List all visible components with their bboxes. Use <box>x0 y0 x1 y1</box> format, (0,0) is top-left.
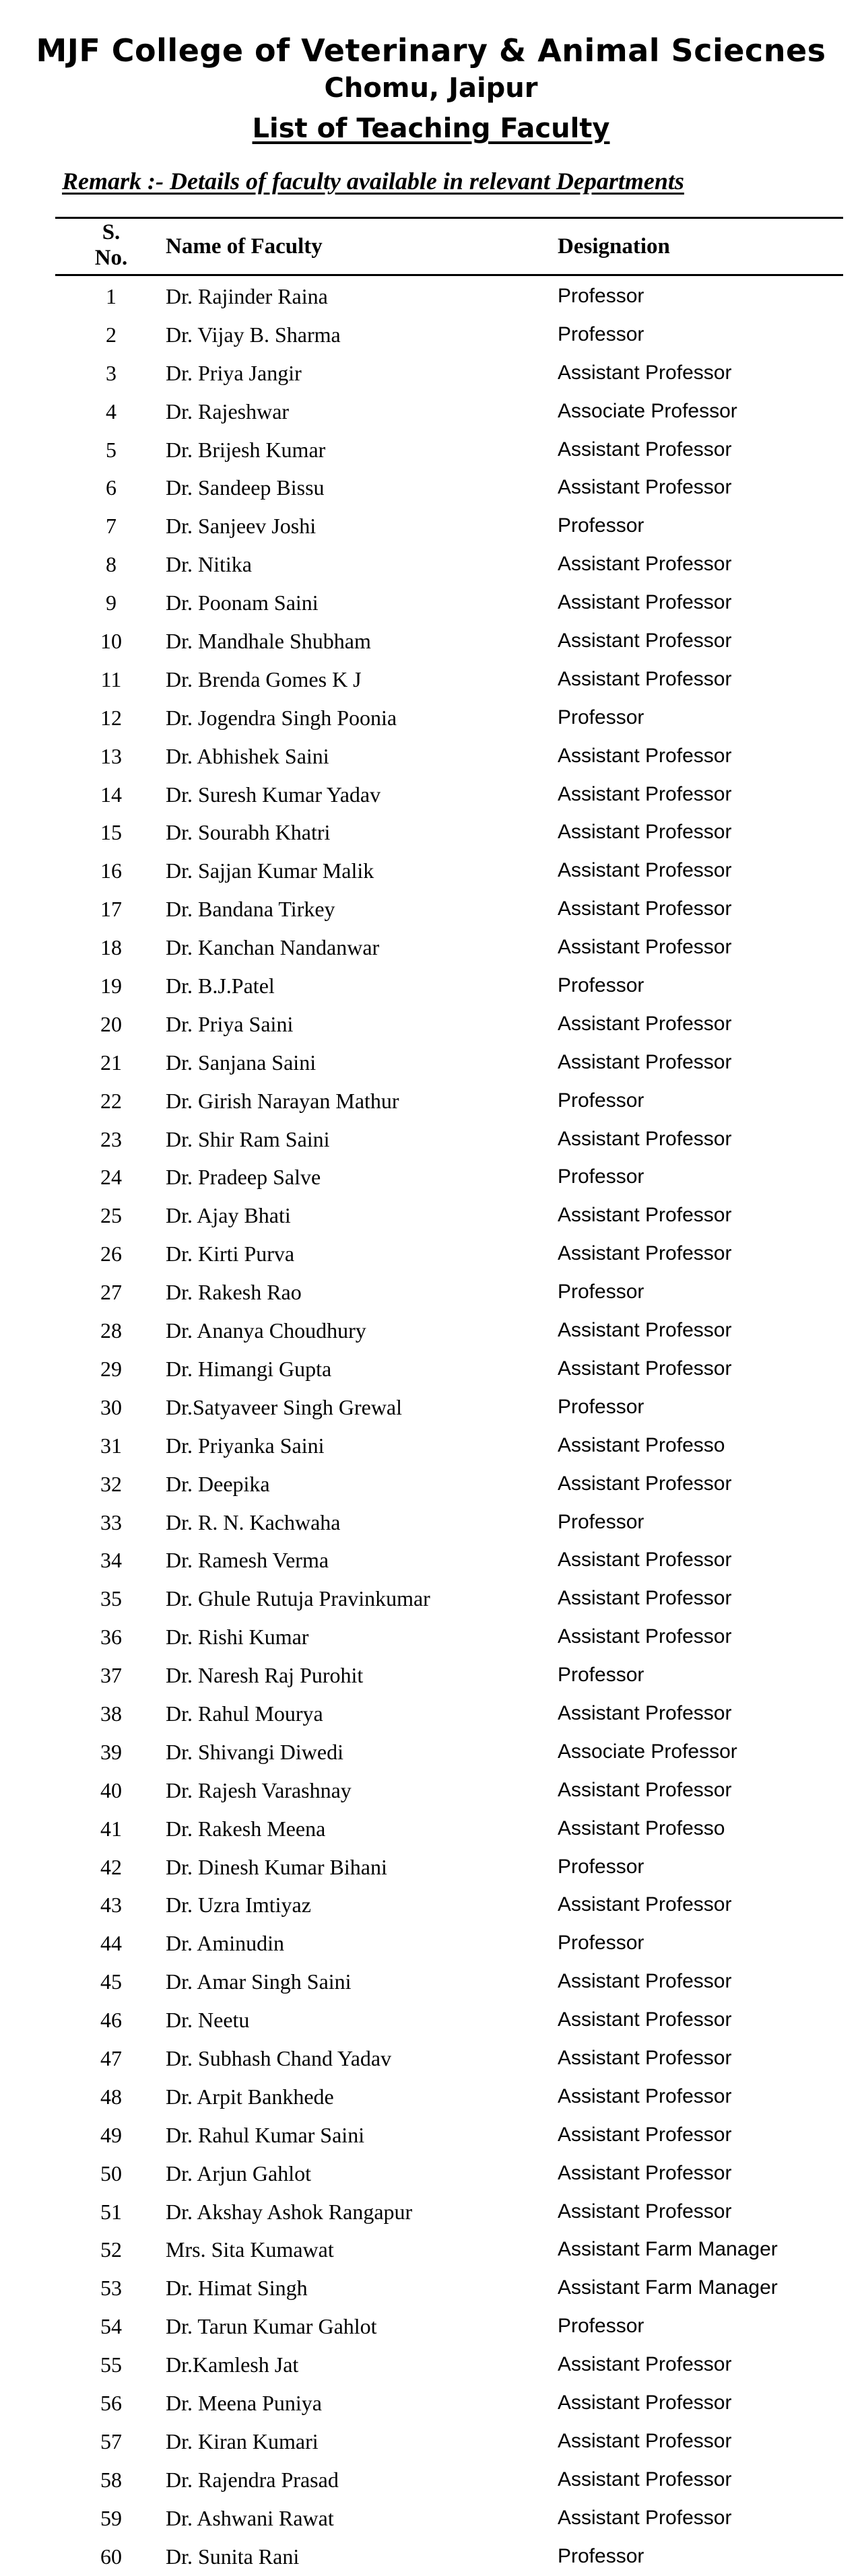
faculty-designation: Professor <box>558 285 644 307</box>
faculty-designation: Assistant Professor <box>558 2353 732 2376</box>
faculty-name: Dr. Mandhale Shubham <box>166 629 371 654</box>
row-serial-number: 49 <box>100 2122 122 2147</box>
table-row <box>0 2116 862 2155</box>
table-row <box>0 2499 862 2538</box>
table-row <box>0 813 862 852</box>
table-row <box>0 2307 862 2346</box>
faculty-name: Dr. Kirti Purva <box>166 1242 295 1266</box>
faculty-name: Dr. Jogendra Singh Poonia <box>166 705 397 730</box>
faculty-name: Dr. Ajay Bhati <box>166 1203 291 1228</box>
faculty-name: Dr. Akshay Ashok Rangapur <box>166 2199 413 2224</box>
row-serial-number: 45 <box>100 1969 122 1994</box>
faculty-name: Dr.Kamlesh Jat <box>166 2352 299 2377</box>
faculty-designation: Assistant Professor <box>558 2008 732 2031</box>
faculty-designation: Assistant Professor <box>558 591 732 614</box>
row-serial-number: 36 <box>100 1625 122 1650</box>
row-serial-number: 53 <box>100 2276 122 2301</box>
faculty-name: Mrs. Sita Kumawat <box>166 2237 334 2262</box>
faculty-designation: Assistant Professor <box>558 1701 732 1724</box>
row-serial-number: 25 <box>100 1203 122 1228</box>
faculty-name: Dr. Poonam Saini <box>166 590 319 615</box>
faculty-name: Dr. Neetu <box>166 2008 250 2033</box>
table-row <box>0 277 862 316</box>
faculty-designation: Assistant Professor <box>558 1050 732 1073</box>
faculty-designation: Professor <box>558 323 644 345</box>
row-serial-number: 7 <box>106 514 117 539</box>
faculty-designation: Associate Professor <box>558 399 737 422</box>
faculty-designation: Assistant Professor <box>558 1625 732 1648</box>
row-serial-number: 5 <box>106 437 117 462</box>
table-row <box>0 1733 862 1771</box>
table-row <box>0 2346 862 2384</box>
table-row <box>0 2193 862 2231</box>
column-header-sno-line1: S. <box>102 220 121 244</box>
faculty-name: Dr. Pradeep Salve <box>166 1165 321 1190</box>
row-serial-number: 18 <box>100 935 122 960</box>
row-serial-number: 34 <box>100 1548 122 1573</box>
table-row <box>0 1235 862 1273</box>
faculty-name: Dr. Rajendra Prasad <box>166 2467 339 2492</box>
faculty-name: Dr. Rakesh Rao <box>166 1280 302 1305</box>
table-row <box>0 507 862 545</box>
table-row <box>0 1848 862 1887</box>
faculty-name: Dr. Aminudin <box>166 1931 285 1956</box>
faculty-designation: Assistant Professo <box>558 1433 725 1456</box>
faculty-name: Dr. Arpit Bankhede <box>166 2084 334 2109</box>
row-serial-number: 37 <box>100 1663 122 1688</box>
row-serial-number: 57 <box>100 2429 122 2453</box>
faculty-name: Dr. Sanjana Saini <box>166 1050 317 1075</box>
faculty-table-body <box>0 277 862 2575</box>
row-serial-number: 6 <box>106 475 117 500</box>
row-serial-number: 58 <box>100 2467 122 2492</box>
faculty-name: Dr. Bandana Tirkey <box>166 897 335 922</box>
row-serial-number: 19 <box>100 974 122 998</box>
row-serial-number: 23 <box>100 1126 122 1151</box>
row-serial-number: 33 <box>100 1510 122 1534</box>
faculty-name: Dr. Brenda Gomes K J <box>166 667 362 691</box>
row-serial-number: 27 <box>100 1280 122 1305</box>
remark-note: Remark :- Details of faculty available in relevant Departments <box>62 168 684 195</box>
faculty-designation: Assistant Professor <box>558 1242 732 1265</box>
faculty-designation: Assistant Professor <box>558 1549 732 1571</box>
table-row <box>0 2078 862 2116</box>
faculty-name: Dr. Tarun Kumar Gahlot <box>166 2314 377 2339</box>
table-row <box>0 1427 862 1465</box>
table-row <box>0 1503 862 1542</box>
row-serial-number: 52 <box>100 2237 122 2262</box>
faculty-designation: Assistant Professor <box>558 2506 732 2529</box>
faculty-designation: Assistant Professor <box>558 744 732 767</box>
table-row <box>0 1120 862 1159</box>
row-serial-number: 42 <box>100 1854 122 1879</box>
faculty-designation: Professor <box>558 2544 644 2567</box>
faculty-designation: Professor <box>558 514 644 537</box>
table-row <box>0 1695 862 1733</box>
faculty-designation: Professor <box>558 1855 644 1878</box>
faculty-designation: Assistant Professor <box>558 2046 732 2069</box>
college-location: Chomu, Jaipur <box>324 73 538 104</box>
table-row <box>0 1771 862 1810</box>
faculty-name: Dr. Nitika <box>166 552 252 577</box>
table-row <box>0 1886 862 1924</box>
table-row <box>0 584 862 622</box>
faculty-name: Dr. Himangi Gupta <box>166 1356 332 1381</box>
faculty-name: Dr. Suresh Kumar Yadav <box>166 782 381 807</box>
faculty-designation: Assistant Professor <box>558 936 732 959</box>
table-row <box>0 1541 862 1580</box>
table-row <box>0 1618 862 1656</box>
table-row <box>0 2384 862 2422</box>
faculty-designation: Assistant Professor <box>558 1319 732 1342</box>
faculty-designation: Assistant Professor <box>558 2391 732 2414</box>
faculty-name: Dr. Priya Jangir <box>166 360 302 385</box>
row-serial-number: 22 <box>100 1088 122 1113</box>
faculty-designation: Assistant Professor <box>558 859 732 882</box>
column-header-sno <box>81 219 141 271</box>
row-serial-number: 47 <box>100 2045 122 2070</box>
table-row <box>0 852 862 890</box>
row-serial-number: 4 <box>106 399 117 423</box>
row-serial-number: 48 <box>100 2084 122 2109</box>
faculty-name: Dr.Satyaveer Singh Grewal <box>166 1394 403 1419</box>
faculty-name: Dr. Ananya Choudhury <box>166 1318 366 1343</box>
row-serial-number: 54 <box>100 2314 122 2339</box>
faculty-name: Dr. Subhash Chand Yadav <box>166 2045 392 2070</box>
table-row <box>0 1158 862 1196</box>
faculty-name: Dr. Himat Singh <box>166 2276 308 2301</box>
table-row <box>0 1810 862 1848</box>
row-serial-number: 50 <box>100 2161 122 2185</box>
row-serial-number: 56 <box>100 2390 122 2415</box>
faculty-name: Dr. Naresh Raj Purohit <box>166 1663 364 1688</box>
table-row <box>0 316 862 354</box>
row-serial-number: 9 <box>106 590 117 615</box>
row-serial-number: 55 <box>100 2352 122 2377</box>
faculty-name: Dr. R. N. Kachwaha <box>166 1510 341 1534</box>
faculty-name: Dr. Dinesh Kumar Bihani <box>166 1854 387 1879</box>
faculty-designation: Professor <box>558 1510 644 1533</box>
table-row <box>0 393 862 431</box>
column-header-sno-line2: No. <box>94 246 128 270</box>
row-serial-number: 2 <box>106 322 117 347</box>
faculty-designation: Assistant Professor <box>558 1204 732 1227</box>
faculty-name: Dr. Uzra Imtiyaz <box>166 1893 311 1918</box>
faculty-designation: Professor <box>558 1281 644 1303</box>
table-row <box>0 469 862 507</box>
table-row <box>0 776 862 814</box>
table-row <box>0 2155 862 2193</box>
faculty-name: Dr. Deepika <box>166 1471 270 1496</box>
table-row <box>0 2269 862 2307</box>
faculty-designation: Assistant Professor <box>558 2123 732 2146</box>
row-serial-number: 13 <box>100 743 122 768</box>
row-serial-number: 11 <box>100 667 122 691</box>
faculty-name: Dr. Sunita Rani <box>166 2544 300 2569</box>
row-serial-number: 43 <box>100 1893 122 1918</box>
faculty-designation: Assistant Professor <box>558 2200 732 2223</box>
table-row <box>0 354 862 393</box>
row-serial-number: 40 <box>100 1777 122 1802</box>
faculty-name: Dr. Rahul Mourya <box>166 1701 323 1726</box>
faculty-designation: Professor <box>558 1165 644 1188</box>
row-serial-number: 60 <box>100 2544 122 2569</box>
faculty-name: Dr. Ashwani Rawat <box>166 2505 334 2530</box>
faculty-designation: Professor <box>558 1932 644 1955</box>
faculty-designation: Associate Professor <box>558 1740 737 1763</box>
faculty-designation: Assistant Professor <box>558 782 732 805</box>
row-serial-number: 30 <box>100 1394 122 1419</box>
row-serial-number: 26 <box>100 1242 122 1266</box>
faculty-designation: Assistant Professor <box>558 1893 732 1916</box>
row-serial-number: 31 <box>100 1433 122 1458</box>
row-serial-number: 3 <box>106 360 117 385</box>
faculty-name: Dr. B.J.Patel <box>166 974 275 998</box>
faculty-name: Dr. Kanchan Nandanwar <box>166 935 380 960</box>
row-serial-number: 38 <box>100 1701 122 1726</box>
table-row <box>0 1082 862 1120</box>
table-row <box>0 699 862 737</box>
faculty-name: Dr. Rajesh Varashnay <box>166 1777 352 1802</box>
table-row <box>0 1044 862 1082</box>
faculty-designation: Assistant Professor <box>558 1012 732 1035</box>
faculty-name: Dr. Sandeep Bissu <box>166 475 325 500</box>
row-serial-number: 21 <box>100 1050 122 1075</box>
row-serial-number: 17 <box>100 897 122 922</box>
faculty-name: Dr. Shivangi Diwedi <box>166 1739 343 1764</box>
row-serial-number: 10 <box>100 629 122 654</box>
faculty-name: Dr. Shir Ram Saini <box>166 1126 330 1151</box>
row-serial-number: 46 <box>100 2008 122 2033</box>
table-row <box>0 2231 862 2269</box>
faculty-designation: Assistant Professor <box>558 630 732 652</box>
faculty-designation: Assistant Farm Manager <box>558 2276 778 2299</box>
row-serial-number: 41 <box>100 1816 122 1841</box>
table-row <box>0 928 862 967</box>
row-serial-number: 29 <box>100 1356 122 1381</box>
table-row <box>0 1388 862 1427</box>
table-row <box>0 1963 862 2001</box>
faculty-name: Dr. Sourabh Khatri <box>166 820 331 845</box>
faculty-name: Dr. Arjun Gahlot <box>166 2161 311 2185</box>
row-serial-number: 20 <box>100 1011 122 1036</box>
faculty-designation: Professor <box>558 974 644 997</box>
faculty-designation: Assistant Professor <box>558 1970 732 1993</box>
faculty-name: Dr. Kiran Kumari <box>166 2429 319 2453</box>
table-row <box>0 660 862 699</box>
row-serial-number: 16 <box>100 858 122 883</box>
column-header-designation: Designation <box>558 234 670 259</box>
table-row <box>0 1312 862 1350</box>
faculty-name: Dr. Girish Narayan Mathur <box>166 1088 399 1113</box>
faculty-designation: Assistant Professor <box>558 2429 732 2452</box>
table-row <box>0 2422 862 2461</box>
faculty-designation: Assistant Professor <box>558 553 732 576</box>
faculty-name: Dr. Priya Saini <box>166 1011 294 1036</box>
faculty-designation: Professor <box>558 1664 644 1687</box>
faculty-name: Dr. Rahul Kumar Saini <box>166 2122 365 2147</box>
faculty-name: Dr. Rajeshwar <box>166 399 290 423</box>
table-top-rule <box>55 217 843 219</box>
table-header-rule <box>55 274 843 276</box>
row-serial-number: 14 <box>100 782 122 807</box>
row-serial-number: 28 <box>100 1318 122 1343</box>
faculty-designation: Assistant Professor <box>558 1127 732 1150</box>
row-serial-number: 51 <box>100 2199 122 2224</box>
faculty-name: Dr. Ramesh Verma <box>166 1548 329 1573</box>
table-row <box>0 545 862 584</box>
row-serial-number: 44 <box>100 1931 122 1956</box>
table-row <box>0 1465 862 1503</box>
list-title: List of Teaching Faculty <box>252 113 610 144</box>
table-row <box>0 890 862 928</box>
table-row <box>0 1924 862 1963</box>
college-name: MJF College of Veterinary & Animal Sciecnes <box>36 32 826 69</box>
faculty-designation: Professor <box>558 1395 644 1418</box>
faculty-name: Dr. Sajjan Kumar Malik <box>166 858 374 883</box>
faculty-designation: Assistant Professor <box>558 2161 732 2184</box>
faculty-designation: Assistant Professor <box>558 2468 732 2490</box>
faculty-name: Dr. Abhishek Saini <box>166 743 329 768</box>
faculty-designation: Assistant Professor <box>558 476 732 499</box>
faculty-name: Dr. Brijesh Kumar <box>166 437 326 462</box>
table-row <box>0 1580 862 1618</box>
faculty-designation: Assistant Farm Manager <box>558 2238 778 2261</box>
row-serial-number: 59 <box>100 2505 122 2530</box>
faculty-designation: Assistant Professor <box>558 821 732 844</box>
faculty-designation: Assistant Professor <box>558 361 732 384</box>
row-serial-number: 35 <box>100 1586 122 1611</box>
faculty-name: Dr. Rajinder Raina <box>166 284 328 308</box>
faculty-name: Dr. Priyanka Saini <box>166 1433 325 1458</box>
faculty-designation: Assistant Professor <box>558 667 732 690</box>
faculty-designation: Assistant Professor <box>558 1357 732 1380</box>
table-row <box>0 2039 862 2078</box>
faculty-designation: Assistant Professor <box>558 1472 732 1495</box>
table-row <box>0 431 862 469</box>
faculty-name: Dr. Sanjeev Joshi <box>166 514 317 539</box>
row-serial-number: 39 <box>100 1739 122 1764</box>
row-serial-number: 8 <box>106 552 117 577</box>
table-row <box>0 622 862 660</box>
table-row <box>0 1005 862 1044</box>
faculty-designation: Assistant Professo <box>558 1817 725 1839</box>
table-row <box>0 2001 862 2039</box>
column-header-name: Name of Faculty <box>166 234 323 259</box>
faculty-designation: Assistant Professor <box>558 2084 732 2107</box>
table-row <box>0 1273 862 1312</box>
table-row <box>0 1350 862 1388</box>
faculty-designation: Assistant Professor <box>558 1778 732 1801</box>
row-serial-number: 12 <box>100 705 122 730</box>
row-serial-number: 1 <box>106 284 117 308</box>
faculty-designation: Assistant Professor <box>558 438 732 461</box>
table-row <box>0 2538 862 2576</box>
table-row <box>0 1196 862 1235</box>
faculty-name: Dr. Amar Singh Saini <box>166 1969 352 1994</box>
row-serial-number: 15 <box>100 820 122 845</box>
table-row <box>0 967 862 1005</box>
faculty-designation: Professor <box>558 1089 644 1112</box>
faculty-designation: Assistant Professor <box>558 897 732 920</box>
faculty-designation: Professor <box>558 706 644 728</box>
faculty-designation: Professor <box>558 2315 644 2338</box>
faculty-name: Dr. Ghule Rutuja Pravinkumar <box>166 1586 430 1611</box>
row-serial-number: 24 <box>100 1165 122 1190</box>
faculty-name: Dr. Rishi Kumar <box>166 1625 309 1650</box>
table-row <box>0 737 862 776</box>
table-row <box>0 1656 862 1695</box>
table-row <box>0 2461 862 2499</box>
faculty-designation: Assistant Professor <box>558 1587 732 1610</box>
faculty-name: Dr. Rakesh Meena <box>166 1816 326 1841</box>
row-serial-number: 32 <box>100 1471 122 1496</box>
faculty-name: Dr. Vijay B. Sharma <box>166 322 341 347</box>
faculty-name: Dr. Meena Puniya <box>166 2390 322 2415</box>
